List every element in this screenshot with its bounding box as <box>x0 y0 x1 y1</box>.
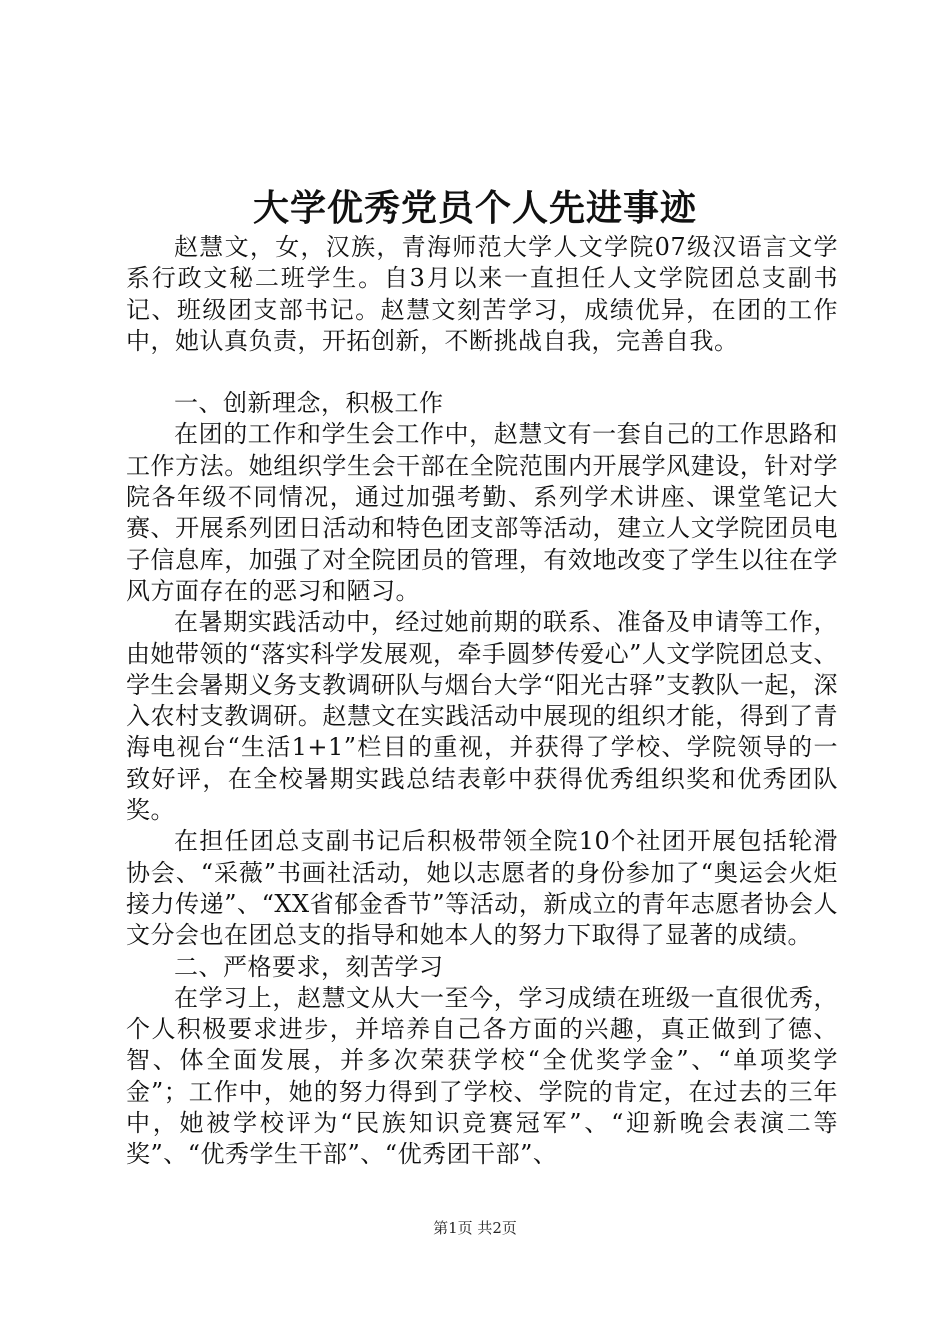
document-title: 大学优秀党员个人先进事迹 <box>252 187 697 229</box>
paragraph-study: 在学习上，赵慧文从大一至今，学习成绩在班级一直很优秀，个人积极要求进步，并培养自己各方面的兴趣，真正做到了德、智、体全面发展，并多次荣获学校“全优奖学金”、“单项奖学金”；工作中，她的努力得到了学校、学院的肯定，在过去的三年中，她被学校评为“民族知识竞赛冠军”、“迎新晚会表演二等奖”、“优秀学生干部”、“优秀团干部”、 <box>126 983 838 1169</box>
document-body <box>126 232 838 1171</box>
paragraph-intro: 赵慧文，女，汉族，青海师范大学人文学院07级汉语言文学系行政文秘二班学生。自3月以来一直担任人文学院团总支副书记、班级团支部书记。赵慧文刻苦学习，成绩优异，在团的工作中，她认真负责，开拓创新，不断挑战自我，完善自我。 <box>126 233 838 355</box>
paragraph-societies: 在担任团总支副书记后积极带领全院10个社团开展包括轮滑协会、“采薇”书画社活动，她以志愿者的身份参加了“奥运会火炬接力传递”、“XX省郁金香节”等活动，新成立的青年志愿者协会人文分会也在团总支的指导和她本人的努力下取得了显著的成绩。 <box>126 827 838 950</box>
section-heading-1: 一、创新理念，积极工作 <box>174 389 444 418</box>
paragraph-work-approach: 在团的工作和学生会工作中，赵慧文有一套自己的工作思路和工作方法。她组织学生会干部在全院范围内开展学风建设，针对学院各年级不同情况，通过加强考勤、系列学术讲座、课堂笔记大赛、开展系列团日活动和特色团支部等活动，建立人文学院团员电子信息库，加强了对全院团员的管理，有效地改变了学生以往在学风方面存在的恶习和陋习。 <box>126 420 838 605</box>
section-heading-2: 二、严格要求，刻苦学习 <box>174 952 444 981</box>
paragraph-summer-practice: 在暑期实践活动中，经过她前期的联系、准备及申请等工作，由她带领的“落实科学发展观，牵手圆梦传爱心”人文学院团总支、学生会暑期义务支教调研队与烟台大学“阳光古驿”支教队一起，深入农村支教调研。赵慧文在实践活动中展现的组织才能，得到了青海电视台“生活1+1”栏目的重视，并获得了学校、学院领导的一致好评，在全校暑期实践总结表彰中获得优秀组织奖和优秀团队奖。 <box>126 608 838 825</box>
page-footer: 第1页 共2页 <box>433 1219 517 1237</box>
